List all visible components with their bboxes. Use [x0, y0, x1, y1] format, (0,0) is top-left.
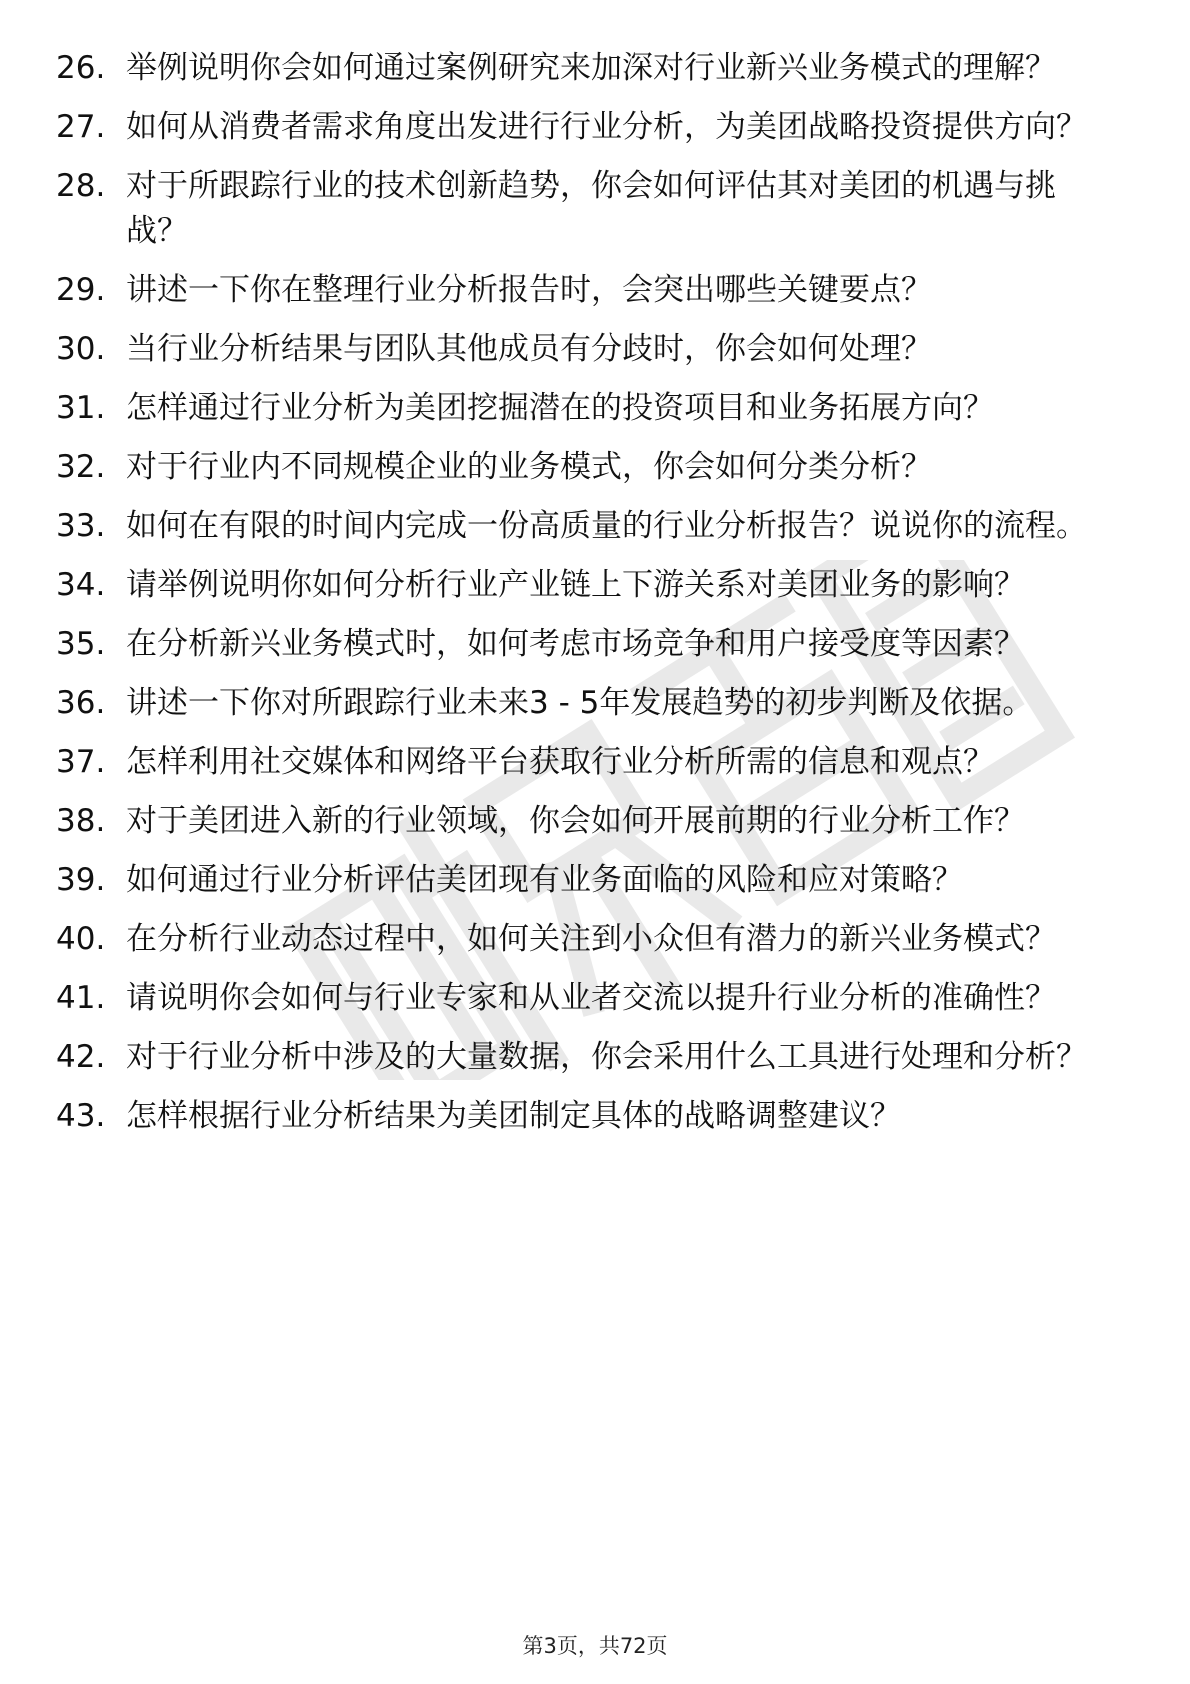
question-number: 28.: [56, 168, 106, 204]
question-item-42: [56, 1035, 1116, 1080]
question-number: 30.: [56, 331, 106, 367]
question-item-37: [56, 740, 1116, 785]
question-item-33: [56, 504, 1116, 549]
question-text: 怎样根据行业分析结果为美团制定具体的战略调整建议？: [126, 1098, 901, 1134]
question-number: 29.: [56, 272, 106, 308]
question-number: 38.: [56, 803, 106, 839]
question-text: 对于所跟踪行业的技术创新趋势，你会如何评估其对美团的机遇与挑战？: [126, 168, 1056, 249]
question-number: 32.: [56, 449, 106, 485]
question-number: 31.: [56, 390, 106, 426]
question-item-39: [56, 858, 1116, 903]
question-number: 35.: [56, 626, 106, 662]
question-text: 举例说明你会如何通过案例研究来加深对行业新兴业务模式的理解？: [126, 50, 1056, 86]
question-text: 讲述一下你在整理行业分析报告时，会突出哪些关键要点？: [126, 272, 932, 308]
question-number: 37.: [56, 744, 106, 780]
question-list: [56, 46, 1116, 1153]
question-item-36: [56, 681, 1116, 726]
question-item-27: [56, 105, 1116, 150]
question-text: 对于美团进入新的行业领域，你会如何开展前期的行业分析工作？: [126, 803, 1025, 839]
question-item-31: [56, 386, 1116, 431]
page-number: 第3页，共72页: [522, 1634, 668, 1658]
question-item-28: [56, 164, 1116, 254]
question-number: 26.: [56, 50, 106, 86]
question-number: 33.: [56, 508, 106, 544]
question-text: 请举例说明你如何分析行业产业链上下游关系对美团业务的影响？: [126, 567, 1025, 603]
question-text: 请说明你会如何与行业专家和从业者交流以提升行业分析的准确性？: [126, 980, 1056, 1016]
question-item-40: [56, 917, 1116, 962]
question-text: 在分析行业动态过程中，如何关注到小众但有潜力的新兴业务模式？: [126, 921, 1056, 957]
question-text: 当行业分析结果与团队其他成员有分歧时，你会如何处理？: [126, 331, 932, 367]
question-text: 如何在有限的时间内完成一份高质量的行业分析报告？说说你的流程。: [126, 508, 1087, 544]
question-number: 36.: [56, 685, 106, 721]
question-item-43: [56, 1094, 1116, 1139]
question-text: 对于行业分析中涉及的大量数据，你会采用什么工具进行处理和分析？: [126, 1039, 1087, 1075]
question-number: 40.: [56, 921, 106, 957]
question-item-26: [56, 46, 1116, 91]
question-item-29: [56, 268, 1116, 313]
question-number: 39.: [56, 862, 106, 898]
question-text: 讲述一下你对所跟踪行业未来3 - 5年发展趋势的初步判断及依据。: [126, 685, 1034, 721]
question-number: 42.: [56, 1039, 106, 1075]
question-text: 怎样通过行业分析为美团挖掘潜在的投资项目和业务拓展方向？: [126, 390, 994, 426]
question-text: 在分析新兴业务模式时，如何考虑市场竞争和用户接受度等因素？: [126, 626, 1025, 662]
question-number: 43.: [56, 1098, 106, 1134]
question-item-35: [56, 622, 1116, 667]
question-item-41: [56, 976, 1116, 1021]
page-footer: [0, 1630, 1190, 1660]
question-number: 34.: [56, 567, 106, 603]
question-text: 如何从消费者需求角度出发进行行业分析，为美团战略投资提供方向？: [126, 109, 1087, 145]
question-item-30: [56, 327, 1116, 372]
question-number: 41.: [56, 980, 106, 1016]
question-number: 27.: [56, 109, 106, 145]
question-text: 对于行业内不同规模企业的业务模式，你会如何分类分析？: [126, 449, 932, 485]
question-item-34: [56, 563, 1116, 608]
question-text: 怎样利用社交媒体和网络平台获取行业分析所需的信息和观点？: [126, 744, 994, 780]
question-item-32: [56, 445, 1116, 490]
question-item-38: [56, 799, 1116, 844]
question-text: 如何通过行业分析评估美团现有业务面临的风险和应对策略？: [126, 862, 963, 898]
